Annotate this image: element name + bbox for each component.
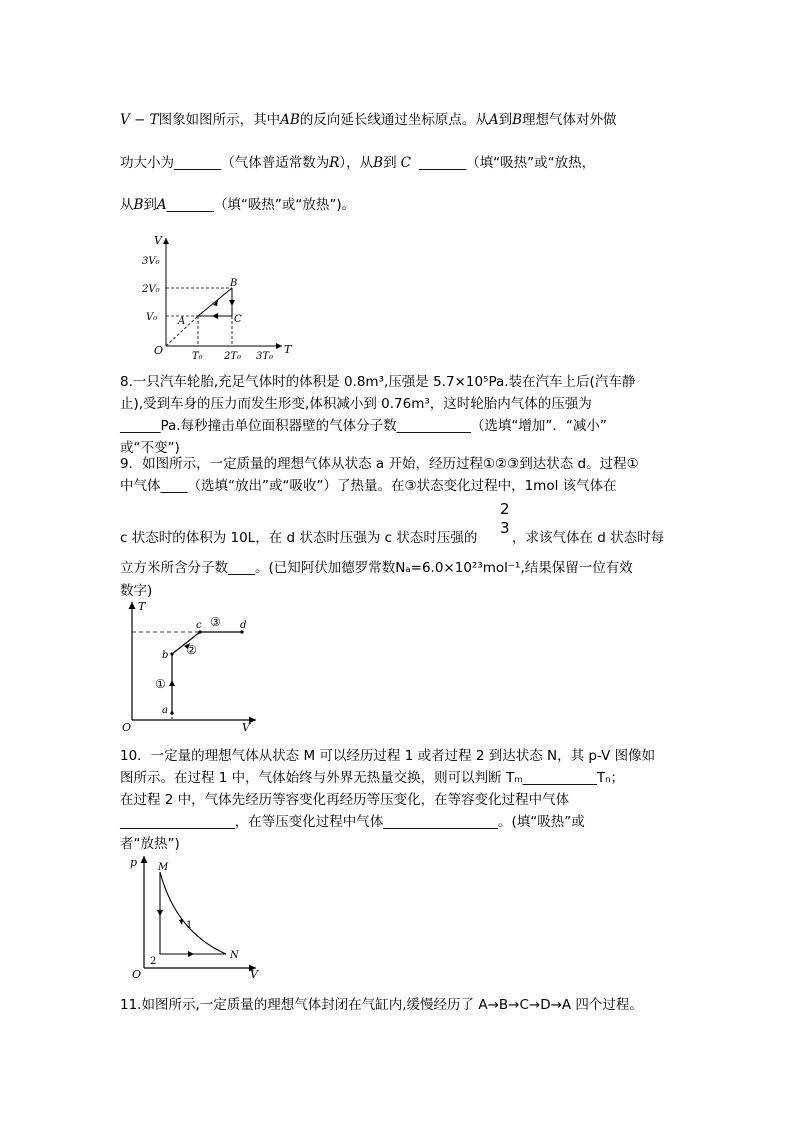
q7-xtick-1: T₀ xyxy=(192,351,203,362)
q7-b: B xyxy=(512,112,522,128)
q7-line3-text: 从 xyxy=(120,197,134,213)
q7-ytick-2: 2V₀ xyxy=(142,284,160,295)
q10-pt-n: N xyxy=(230,950,239,961)
q7-ab: AB xyxy=(280,112,300,128)
q7-line2-text3: 到 xyxy=(383,155,397,171)
q10-pt-m: M xyxy=(158,862,169,873)
q9-pt-c: c xyxy=(196,620,202,631)
q10-y-label: p xyxy=(130,856,138,869)
q7-line3-text3: _______（填“吸热”或“放热”)。 xyxy=(166,197,356,213)
q9-x-label: V xyxy=(242,721,250,734)
q9-pt-a: a xyxy=(162,705,168,716)
q9-pt-b: b xyxy=(162,650,169,661)
q7-xtick-3: 3T₀ xyxy=(256,351,274,362)
q9-line1: 9．如图所示，一定质量的理想气体从状态 a 开始，经历过程①②③到达状态 d。过程① xyxy=(120,456,639,472)
q7-r: R xyxy=(329,155,340,171)
q10-path-2: 2 xyxy=(150,956,157,967)
q9-line4: 立方米所含分子数____。(已知阿伏加德罗常数Nₐ=6.0×10²³mol⁻¹,结果保留一位有效 xyxy=(120,560,633,576)
q9-frac-num: 2 xyxy=(500,500,510,518)
q10-curve-1 xyxy=(160,872,226,954)
q8-line3: ______Pa.每秒撞击单位面积器壁的气体分子数___________（选填“增加”．“减小” xyxy=(120,418,607,434)
q9-step-2: ② xyxy=(186,643,197,657)
q10-line1: 10．一定量的理想气体从状态 M 可以经历过程 1 或者过程 2 到达状态 N，其 p-V 图像如 xyxy=(120,748,656,764)
q7-vt: V − T xyxy=(120,112,159,128)
q7-pt-a: A xyxy=(178,316,186,327)
q10-x-label: V xyxy=(250,968,258,980)
q7-a3: A xyxy=(156,197,167,213)
q7-line1-text2: 的反向延长线通过坐标原点。从 xyxy=(299,112,489,128)
q8-line1: 8.一只汽车轮胎,充足气体时的体积是 0.8m³,压强是 5.7×10⁵Pa.装在汽车上后(汽车静 xyxy=(120,374,636,390)
q9-line3a: c 状态时的体积为 10L，在 d 状态时压强为 c 状态时压强的 xyxy=(120,530,478,546)
q9-step-1: ① xyxy=(155,677,166,691)
q8-line2: 止),受到车身的压力而发生形变,体积减小到 0.76m³，这时轮胎内气体的压强为 xyxy=(120,396,592,412)
q7-line3-text2: 到 xyxy=(143,197,157,213)
q7-line2-text: 功大小为_______（气体普适常数为 xyxy=(120,155,330,171)
q8-line4: 或“不变”) xyxy=(120,440,180,456)
q7-y-label: V xyxy=(154,234,162,247)
q7-a: A xyxy=(488,112,499,128)
q7-pt-b: B xyxy=(230,278,238,289)
q9-tv-graph xyxy=(118,596,268,736)
q7-line1 xyxy=(120,108,617,128)
q7-line2-text2: ），从 xyxy=(339,155,374,171)
q10-line4: _________________，在等压变化过程中气体_________________。(填“吸热”或 xyxy=(120,814,585,830)
q10-pv-graph xyxy=(126,852,266,980)
q11-line1: 11.如图所示,一定质量的理想气体封闭在气缸内,缓慢经历了 A→B→C→D→A 四个过程。 xyxy=(120,997,643,1013)
q7-b3: B xyxy=(133,197,144,213)
q9-frac-den: 3 xyxy=(500,519,510,537)
q10-origin: O xyxy=(132,968,142,980)
q9-line3b: ，求该气体在 d 状态时每 xyxy=(512,530,665,546)
q10-line3: 在过程 2 中，气体先经历等容变化再经历等压变化，在等容变化过程中气体 xyxy=(120,792,570,808)
q9-line2: 中气体____（选填“放出”或“吸收”）了热量。在③状态变化过程中，1mol 该气体在 xyxy=(120,478,617,494)
q10-line5: 者“放热”) xyxy=(120,836,180,852)
q7-b2: B xyxy=(373,155,384,171)
q7-line2-text4: _______（填“吸热”或“放热， xyxy=(418,155,596,171)
q7-vt-graph xyxy=(142,232,302,362)
q7-line1-text: 图象如图所示，其中 xyxy=(158,112,281,128)
q7-ytick-1: V₀ xyxy=(146,312,158,323)
q10-path-1: 1 xyxy=(186,920,193,931)
q7-line-ab xyxy=(198,288,232,316)
q10-line2: 图所示。在过程 1 中，气体始终与外界无热量交换，则可以判断 Tₘ___________Tₙ； xyxy=(120,770,624,786)
q7-line3 xyxy=(120,193,355,213)
q7-line1-text4: 理想气体对外做 xyxy=(522,112,617,128)
q7-x-label: T xyxy=(284,343,292,356)
q9-y-label: T xyxy=(138,600,146,613)
q7-xtick-2: 2T₀ xyxy=(224,351,242,362)
q7-origin: O xyxy=(154,344,164,357)
q7-pt-c: C xyxy=(234,314,242,325)
q9-origin: O xyxy=(122,721,132,734)
q9-pt-d: d xyxy=(240,620,247,631)
q7-line2 xyxy=(120,151,595,171)
q7-ytick-3: 3V₀ xyxy=(142,256,160,267)
q7-c: C xyxy=(400,155,411,171)
q7-line1-text3: 到 xyxy=(498,112,513,128)
q9-line5: 数字) xyxy=(120,583,153,599)
q9-step-3: ③ xyxy=(210,615,221,629)
